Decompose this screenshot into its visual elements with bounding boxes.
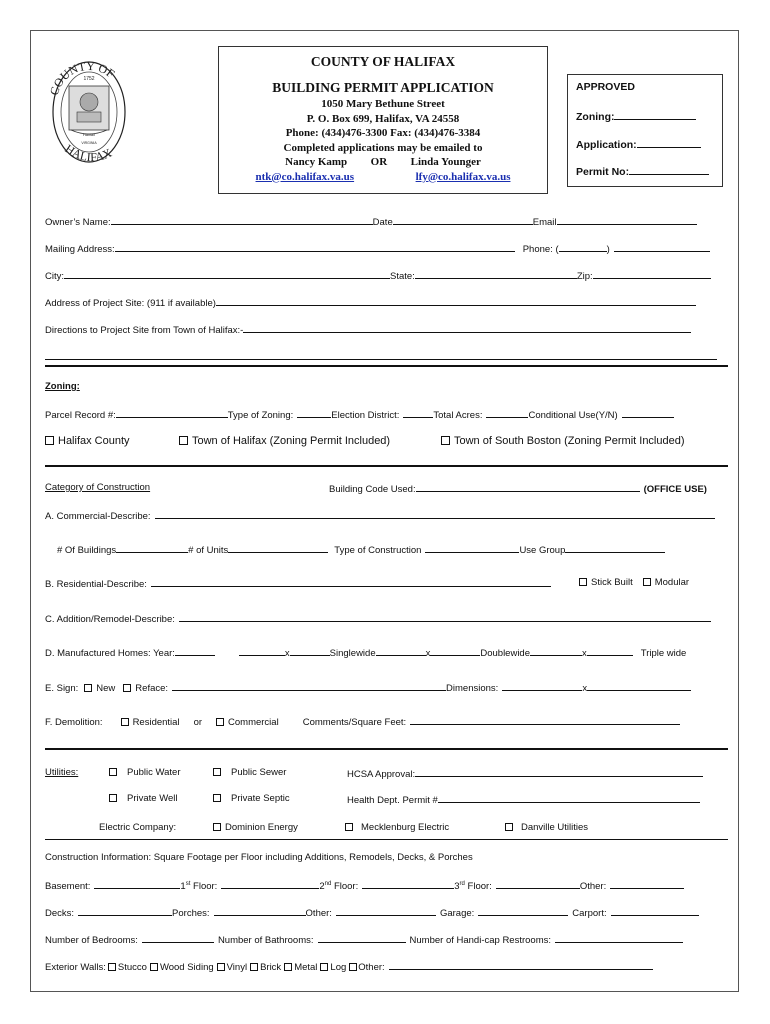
permit-form-page — [30, 30, 739, 992]
triplewide-x: x — [582, 648, 587, 659]
residential-label: B. Residential-Describe: — [45, 579, 147, 590]
project-address-field[interactable] — [216, 296, 696, 306]
bathrooms-field[interactable] — [318, 933, 406, 943]
po-box: P. O. Box 699, Halifax, VA 24558 — [306, 112, 460, 125]
third-floor-field[interactable] — [496, 879, 580, 889]
category-heading: Category of Construction — [45, 482, 151, 493]
approved-permit-label: Permit No: — [576, 166, 630, 178]
demo-commercial-label: Commercial — [228, 717, 279, 728]
parcel-field[interactable] — [116, 408, 228, 418]
wood-siding-label: Wood Siding — [159, 962, 214, 973]
doublewide-label: Doublewide — [480, 648, 531, 659]
construction-info-heading: Construction Information: Square Footage per Floor including Additions, Remodels, Decks, & Porches — [45, 852, 473, 863]
mailing-address-label: Mailing Address: — [45, 244, 115, 255]
directions-field[interactable] — [243, 323, 691, 333]
stucco-label: Stucco — [117, 962, 147, 973]
log-checkbox[interactable] — [320, 963, 328, 971]
carport-field[interactable] — [611, 906, 699, 916]
public-water-checkbox[interactable] — [109, 768, 117, 776]
demo-or: or — [193, 717, 203, 728]
stick-built-label: Stick Built — [591, 577, 633, 588]
seal-arc-top: COUNTY OF — [47, 58, 118, 97]
brick-checkbox[interactable] — [250, 963, 258, 971]
hcsa-field[interactable] — [415, 767, 703, 777]
singlewide-x: x — [284, 648, 290, 659]
email-label: Email — [532, 217, 557, 228]
other2-field[interactable] — [336, 906, 436, 916]
form-title: BUILDING PERMIT APPLICATION — [272, 80, 494, 95]
bedrooms-field[interactable] — [142, 933, 214, 943]
num-units-field[interactable] — [228, 543, 328, 553]
svg-text:COUNTY OF — [47, 59, 118, 97]
vinyl-label: Vinyl — [226, 962, 248, 973]
demo-commercial-checkbox[interactable] — [216, 718, 224, 726]
election-district-label: Election District: — [331, 410, 400, 421]
seal-lettering — [47, 46, 131, 174]
office-use-label: (OFFICE USE) — [643, 484, 707, 495]
contact-nancy: Nancy Kamp — [285, 156, 348, 168]
type-of-construction-field[interactable] — [425, 543, 519, 553]
manufactured-label: D. Manufactured Homes: Year: — [45, 648, 175, 659]
dimensions-label: Dimensions: — [446, 683, 499, 694]
comments-label: Comments/Square Feet: — [302, 717, 407, 728]
city-label: City: — [45, 271, 64, 282]
zip-field[interactable] — [593, 269, 711, 279]
type-of-zoning-field[interactable] — [297, 408, 331, 418]
vinyl-checkbox[interactable] — [217, 963, 225, 971]
email-note: Completed applications may be emailed to — [283, 141, 483, 154]
first-floor-num: 1 — [180, 881, 186, 892]
floor-other-field[interactable] — [610, 879, 684, 889]
zip-label: Zip: — [576, 271, 593, 282]
owners-name-field[interactable] — [111, 215, 373, 225]
zoning-heading: Zoning: — [45, 381, 80, 392]
public-sewer-label: Public Sewer — [231, 767, 287, 778]
sign-label: E. Sign: — [45, 683, 79, 694]
log-label: Log — [330, 962, 347, 973]
triplewide-dim-b[interactable] — [587, 646, 633, 656]
singlewide-dim-a[interactable] — [239, 646, 285, 656]
triplewide-label: Triple wide — [640, 648, 687, 659]
directions-line-2[interactable] — [45, 359, 717, 360]
phone-label: Phone: ( — [522, 244, 559, 255]
sign-reface-field[interactable] — [172, 681, 446, 691]
approved-zoning-label: Zoning: — [576, 111, 615, 123]
private-well-checkbox[interactable] — [109, 794, 117, 802]
bedrooms-label: Number of Bedrooms: — [45, 935, 138, 946]
bathrooms-label: Number of Bathrooms: — [217, 935, 314, 946]
residential-field[interactable] — [151, 577, 551, 587]
third-floor-num: 3 — [454, 881, 460, 892]
date-label: Date — [372, 217, 393, 228]
decks-field[interactable] — [78, 906, 172, 916]
carport-label: Carport: — [572, 908, 607, 919]
halifax-county-label: Halifax County — [58, 435, 130, 447]
doublewide-dim-a[interactable] — [376, 646, 426, 656]
town-halifax-label: Town of Halifax (Zoning Permit Included) — [192, 435, 391, 447]
type-of-construction-label: Type of Construction — [334, 545, 422, 556]
approved-application-label: Application: — [576, 139, 637, 151]
third-floor-label: Floor: — [464, 881, 492, 892]
metal-label: Metal — [294, 962, 318, 973]
owners-name-label: Owner’s Name: — [45, 217, 111, 228]
singlewide-dim-b[interactable] — [290, 646, 330, 656]
header-box — [218, 46, 548, 194]
doublewide-dim-b[interactable] — [430, 646, 480, 656]
doublewide-x: x — [425, 648, 431, 659]
commercial-label: A. Commercial-Describe: — [45, 511, 151, 522]
danville-label: Danville Utilities — [521, 822, 589, 833]
phone-area-field[interactable] — [559, 242, 607, 252]
stick-built-checkbox[interactable] — [579, 578, 587, 586]
triplewide-dim-a[interactable] — [530, 646, 582, 656]
sign-reface-checkbox[interactable] — [123, 684, 131, 692]
singlewide-label: Singlewide — [329, 648, 376, 659]
metal-checkbox[interactable] — [284, 963, 292, 971]
private-septic-checkbox[interactable] — [213, 794, 221, 802]
exterior-walls-label: Exterior Walls: — [45, 962, 106, 973]
seal-year: 1752 — [83, 76, 95, 82]
sign-reface-label: Reface: — [135, 683, 169, 694]
handicap-label: Number of Handi-cap Restrooms: — [409, 935, 552, 946]
halifax-county-checkbox[interactable] — [45, 436, 54, 445]
mailing-address-field[interactable] — [115, 242, 515, 252]
section-divider-2 — [45, 465, 728, 467]
dimensions-x: x — [582, 683, 588, 694]
demolition-label: F. Demolition: — [45, 717, 103, 728]
dominion-checkbox[interactable] — [213, 823, 221, 831]
seal-motto: Halifax — [82, 132, 96, 137]
other-wall-field[interactable] — [389, 960, 653, 970]
date-field[interactable] — [393, 215, 533, 225]
type-of-zoning-label: Type of Zoning: — [227, 410, 294, 421]
brick-label: Brick — [260, 962, 282, 973]
contact-linda: Linda Younger — [410, 156, 481, 168]
phone-number-field[interactable] — [614, 242, 710, 252]
seal-state: VIRGINIA — [81, 141, 97, 145]
parcel-label: Parcel Record #: — [45, 410, 116, 421]
project-address-label: Address of Project Site: (911 if available) — [45, 298, 216, 309]
town-halifax-checkbox[interactable] — [179, 436, 188, 445]
private-septic-label: Private Septic — [231, 793, 290, 804]
first-floor-label: Floor: — [190, 881, 218, 892]
sign-new-label: New — [96, 683, 116, 694]
health-dept-field[interactable] — [438, 793, 700, 803]
health-dept-label: Health Dept. Permit # — [347, 795, 438, 806]
dimensions-b-field[interactable] — [587, 681, 691, 691]
state-field[interactable] — [415, 269, 577, 279]
state-label: State: — [390, 271, 415, 282]
approved-box — [567, 74, 723, 187]
comments-field[interactable] — [410, 715, 680, 725]
use-group-field[interactable] — [565, 543, 665, 553]
conditional-use-label: Conditional Use(Y/N) — [528, 410, 618, 421]
building-code-field[interactable] — [416, 482, 640, 492]
garage-label: Garage: — [439, 908, 475, 919]
modular-checkbox[interactable] — [643, 578, 651, 586]
second-floor-field[interactable] — [362, 879, 454, 889]
other2-label: Other: — [305, 908, 332, 919]
stucco-checkbox[interactable] — [108, 963, 116, 971]
south-boston-checkbox[interactable] — [441, 436, 450, 445]
second-floor-sup: nd — [324, 880, 332, 887]
email-link-lfy[interactable]: lfy@co.halifax.va.us — [415, 170, 511, 183]
directions-label: Directions to Project Site from Town of Halifax:- — [45, 325, 244, 336]
floor-other-label: Other: — [579, 881, 607, 892]
section-divider-3 — [45, 748, 728, 750]
email-link-ntk[interactable]: ntk@co.halifax.va.us — [255, 170, 355, 183]
third-floor-sup: rd — [459, 880, 465, 887]
sign-new-checkbox[interactable] — [84, 684, 92, 692]
public-sewer-checkbox[interactable] — [213, 768, 221, 776]
mecklenburg-checkbox[interactable] — [345, 823, 353, 831]
porches-label: Porches: — [172, 908, 210, 919]
phone-fax: Phone: (434)476-3300 Fax: (434)476-3384 — [285, 127, 481, 139]
num-buildings-label: # Of Buildings — [57, 545, 117, 556]
basement-field[interactable] — [94, 879, 180, 889]
handicap-field[interactable] — [555, 933, 683, 943]
south-boston-label: Town of South Boston (Zoning Permit Included) — [454, 435, 685, 447]
section-divider-4 — [45, 839, 728, 840]
section-divider-1 — [45, 365, 728, 367]
num-buildings-field[interactable] — [116, 543, 188, 553]
city-field[interactable] — [64, 269, 390, 279]
basement-label: Basement: — [45, 881, 91, 892]
garage-field[interactable] — [478, 906, 568, 916]
use-group-label: Use Group — [519, 545, 566, 556]
private-well-label: Private Well — [127, 793, 178, 804]
approved-title: APPROVED — [576, 81, 635, 93]
demo-residential-label: Residential — [132, 717, 180, 728]
hcsa-label: HCSA Approval: — [347, 769, 416, 780]
demo-residential-checkbox[interactable] — [121, 718, 129, 726]
approved-application-line[interactable] — [637, 138, 701, 148]
first-floor-sup: st — [185, 880, 191, 887]
manufactured-year-field[interactable] — [175, 646, 215, 656]
contact-or: OR — [370, 156, 388, 168]
public-water-label: Public Water — [127, 767, 181, 778]
second-floor-num: 2 — [319, 881, 325, 892]
modular-label: Modular — [654, 577, 690, 588]
addition-label: C. Addition/Remodel-Describe: — [45, 614, 175, 625]
county-name: COUNTY OF HALIFAX — [310, 54, 456, 69]
election-district-field[interactable] — [403, 408, 433, 418]
danville-checkbox[interactable] — [505, 823, 513, 831]
approved-permit-line[interactable] — [629, 165, 709, 175]
building-code-label: Building Code Used: — [329, 484, 416, 495]
second-floor-label: Floor: — [331, 881, 359, 892]
porches-field[interactable] — [214, 906, 306, 916]
num-units-label: # of Units — [188, 545, 229, 556]
utilities-heading: Utilities: — [45, 767, 79, 778]
total-acres-label: Total Acres: — [433, 410, 483, 421]
wood-siding-checkbox[interactable] — [150, 963, 158, 971]
street-address: 1050 Mary Bethune Street — [321, 98, 445, 110]
conditional-use-field[interactable] — [622, 408, 674, 418]
total-acres-field[interactable] — [486, 408, 528, 418]
addition-field[interactable] — [179, 612, 711, 622]
email-field[interactable] — [557, 215, 697, 225]
dimensions-a-field[interactable] — [502, 681, 582, 691]
phone-close: ) — [606, 244, 610, 255]
commercial-field[interactable] — [155, 509, 715, 519]
dominion-label: Dominion Energy — [225, 822, 298, 833]
electric-company-label: Electric Company: — [99, 822, 177, 833]
decks-label: Decks: — [45, 908, 75, 919]
approved-zoning-line[interactable] — [614, 110, 696, 120]
other-wall-label: Other: — [358, 962, 385, 973]
seal-arc-bottom: HALIFAX — [62, 141, 114, 165]
other-wall-checkbox[interactable] — [349, 963, 357, 971]
mecklenburg-label: Mecklenburg Electric — [361, 822, 450, 833]
first-floor-field[interactable] — [221, 879, 319, 889]
